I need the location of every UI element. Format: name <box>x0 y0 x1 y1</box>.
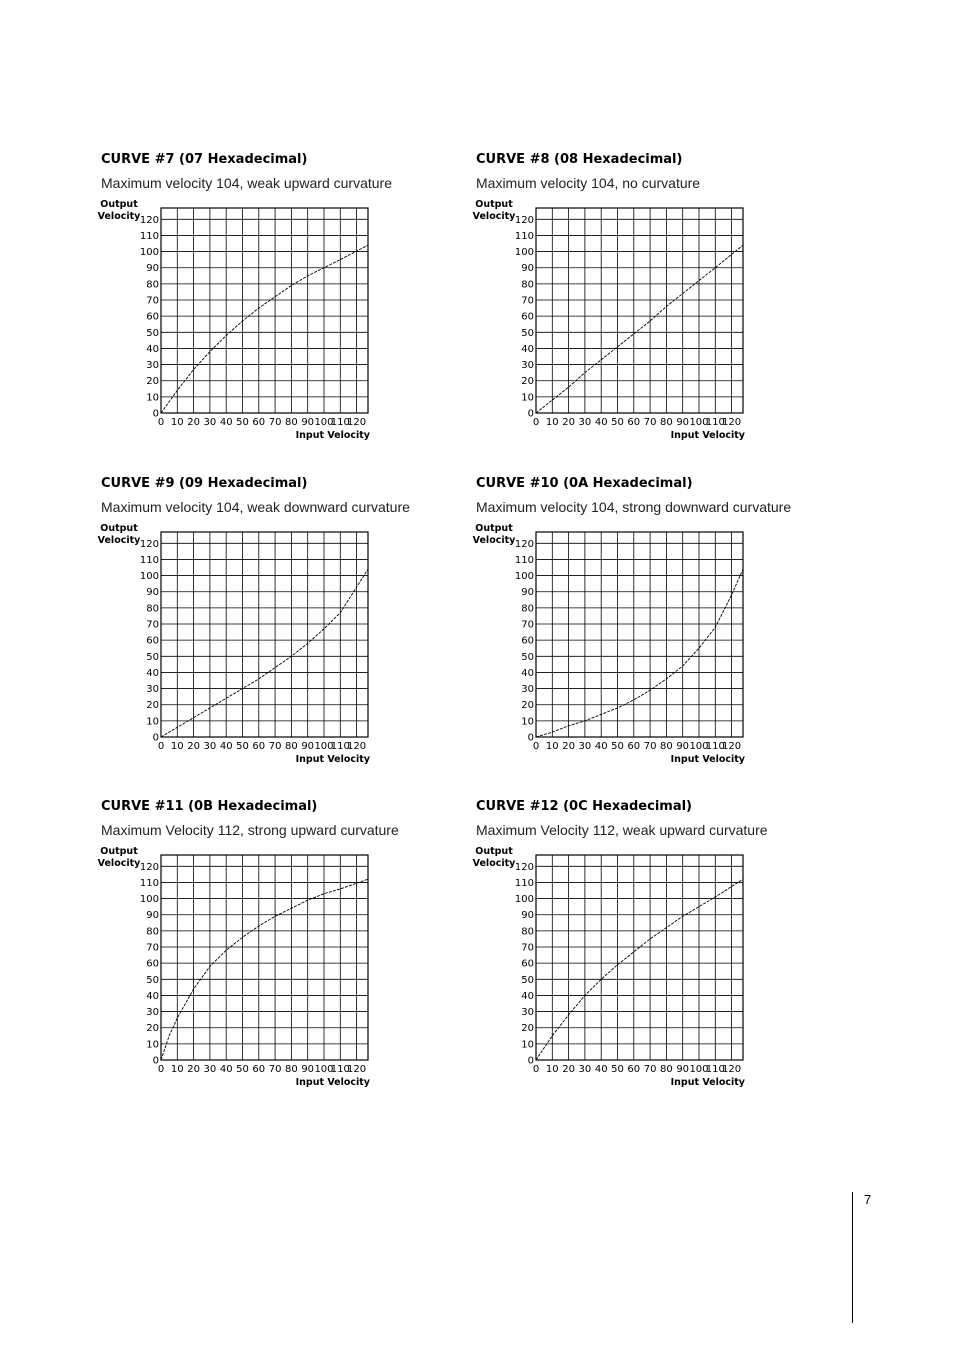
x-tick-label: 110 <box>705 741 725 752</box>
chart-curve-10 <box>472 522 756 772</box>
x-tick-label: 10 <box>545 741 559 752</box>
x-tick-label: 30 <box>578 417 592 428</box>
y-tick-label: 30 <box>521 360 534 372</box>
y-tick-label: 110 <box>514 230 534 242</box>
plot-frame <box>161 208 368 413</box>
plot-frame <box>536 532 743 737</box>
y-tick-label: 40 <box>146 343 159 355</box>
x-tick-label: 100 <box>689 417 709 428</box>
x-tick-label: 120 <box>722 741 742 752</box>
y-tick-label: 110 <box>514 554 534 566</box>
x-tick-label: 90 <box>301 1064 315 1075</box>
x-tick-label: 20 <box>187 1064 200 1075</box>
x-tick-label: 30 <box>203 741 217 752</box>
x-tick-label: 40 <box>594 741 608 752</box>
x-tick-label: 10 <box>545 1064 559 1075</box>
y-tick-label: 20 <box>521 376 534 388</box>
y-axis-label: Output <box>100 846 138 857</box>
chart-block-curve-10 <box>472 476 816 776</box>
x-tick-label: 60 <box>252 741 266 752</box>
y-tick-label: 90 <box>521 263 534 275</box>
y-axis-label: Output <box>475 523 513 534</box>
y-tick-label: 110 <box>139 877 159 889</box>
y-tick-label: 50 <box>521 974 534 986</box>
y-tick-label: 90 <box>521 587 534 599</box>
x-tick-label: 80 <box>285 417 298 428</box>
y-tick-label: 60 <box>146 958 159 970</box>
x-axis-label: Input Velocity <box>295 1077 370 1088</box>
x-tick-label: 30 <box>578 741 592 752</box>
y-tick-label: 50 <box>521 327 534 339</box>
x-axis-label: Input Velocity <box>670 430 745 441</box>
x-tick-label: 90 <box>676 417 690 428</box>
y-tick-label: 30 <box>146 360 159 372</box>
series-line <box>536 569 743 737</box>
plot-frame <box>536 208 743 413</box>
x-tick-label: 80 <box>285 1064 298 1075</box>
x-tick-label: 80 <box>660 741 673 752</box>
y-tick-label: 90 <box>521 910 534 922</box>
x-tick-label: 10 <box>170 417 184 428</box>
y-tick-label: 80 <box>521 926 534 938</box>
chart-curve-7 <box>97 198 381 448</box>
y-tick-label: 80 <box>521 603 534 615</box>
x-tick-label: 10 <box>545 417 559 428</box>
y-axis-label: Velocity <box>97 858 141 869</box>
x-tick-label: 100 <box>689 741 709 752</box>
x-tick-label: 70 <box>268 741 282 752</box>
y-tick-label: 60 <box>521 958 534 970</box>
x-tick-label: 70 <box>268 1064 282 1075</box>
page-margin-rule <box>852 1192 853 1323</box>
x-tick-label: 0 <box>532 1064 540 1075</box>
y-tick-label: 10 <box>521 392 534 404</box>
y-tick-label: 10 <box>146 716 159 728</box>
x-tick-label: 120 <box>347 417 367 428</box>
y-tick-label: 100 <box>139 247 159 259</box>
y-tick-label: 90 <box>146 263 159 275</box>
y-tick-label: 100 <box>514 247 534 259</box>
chart-subtitle: Maximum Velocity 112, weak upward curvature <box>476 822 768 838</box>
y-tick-label: 0 <box>152 732 159 744</box>
x-tick-label: 40 <box>594 417 608 428</box>
x-tick-label: 40 <box>219 1064 233 1075</box>
x-tick-label: 10 <box>170 1064 184 1075</box>
series-line <box>161 569 368 737</box>
y-tick-label: 50 <box>146 974 159 986</box>
y-tick-label: 80 <box>146 603 159 615</box>
x-tick-label: 110 <box>705 417 725 428</box>
chart-block-curve-12 <box>472 799 816 1099</box>
y-tick-label: 10 <box>146 1039 159 1051</box>
y-tick-label: 70 <box>146 619 159 631</box>
series-line <box>161 879 368 1060</box>
y-tick-label: 50 <box>146 327 159 339</box>
x-tick-label: 20 <box>562 417 575 428</box>
x-tick-label: 110 <box>705 1064 725 1075</box>
x-tick-label: 90 <box>301 417 315 428</box>
y-axis-label: Output <box>100 523 138 534</box>
y-tick-label: 0 <box>152 408 159 420</box>
x-tick-label: 60 <box>252 1064 266 1075</box>
chart-title: CURVE #10 (0A Hexadecimal) <box>476 476 693 491</box>
y-tick-label: 110 <box>514 877 534 889</box>
y-tick-label: 60 <box>521 635 534 647</box>
y-tick-label: 20 <box>521 1023 534 1035</box>
x-tick-label: 80 <box>660 417 673 428</box>
chart-curve-11 <box>97 845 381 1095</box>
x-tick-label: 80 <box>660 1064 673 1075</box>
x-tick-label: 120 <box>722 1064 742 1075</box>
y-tick-label: 120 <box>514 538 534 550</box>
y-tick-label: 100 <box>139 894 159 906</box>
y-axis-label: Output <box>100 199 138 210</box>
x-tick-label: 0 <box>532 741 540 752</box>
chart-curve-9 <box>97 522 381 772</box>
y-tick-label: 110 <box>139 554 159 566</box>
x-tick-label: 70 <box>268 417 282 428</box>
x-tick-label: 30 <box>578 1064 592 1075</box>
y-tick-label: 20 <box>146 376 159 388</box>
x-tick-label: 50 <box>611 417 624 428</box>
x-tick-label: 110 <box>330 741 350 752</box>
y-tick-label: 70 <box>521 619 534 631</box>
y-tick-label: 20 <box>146 1023 159 1035</box>
x-tick-label: 80 <box>285 741 298 752</box>
x-axis-label: Input Velocity <box>670 754 745 765</box>
x-tick-label: 100 <box>689 1064 709 1075</box>
x-tick-label: 90 <box>676 1064 690 1075</box>
x-tick-label: 10 <box>170 741 184 752</box>
y-tick-label: 80 <box>521 279 534 291</box>
x-tick-label: 30 <box>203 1064 217 1075</box>
x-tick-label: 70 <box>643 1064 657 1075</box>
x-tick-label: 20 <box>562 1064 575 1075</box>
y-axis-label: Velocity <box>472 858 516 869</box>
x-tick-label: 50 <box>611 1064 624 1075</box>
series-line <box>536 245 743 413</box>
chart-block-curve-7 <box>97 152 441 452</box>
y-tick-label: 60 <box>146 635 159 647</box>
x-tick-label: 60 <box>627 741 641 752</box>
chart-title: CURVE #11 (0B Hexadecimal) <box>101 799 318 814</box>
chart-title: CURVE #9 (09 Hexadecimal) <box>101 476 308 491</box>
x-tick-label: 120 <box>347 741 367 752</box>
x-tick-label: 30 <box>203 417 217 428</box>
x-tick-label: 40 <box>219 417 233 428</box>
x-axis-label: Input Velocity <box>295 754 370 765</box>
y-tick-label: 120 <box>139 538 159 550</box>
x-tick-label: 70 <box>643 417 657 428</box>
x-tick-label: 60 <box>627 417 641 428</box>
chart-subtitle: Maximum velocity 104, weak upward curvature <box>101 175 393 191</box>
y-tick-label: 60 <box>521 311 534 323</box>
plot-frame <box>161 532 368 737</box>
x-tick-label: 50 <box>236 741 249 752</box>
plot-frame <box>536 855 743 1060</box>
chart-subtitle: Maximum velocity 104, no curvature <box>476 175 701 191</box>
x-tick-label: 40 <box>219 741 233 752</box>
chart-curve-8 <box>472 198 756 448</box>
x-tick-label: 40 <box>594 1064 608 1075</box>
y-tick-label: 70 <box>146 295 159 307</box>
chart-title: CURVE #7 (07 Hexadecimal) <box>101 152 308 167</box>
y-tick-label: 40 <box>521 990 534 1002</box>
y-tick-label: 120 <box>514 861 534 873</box>
x-tick-label: 90 <box>301 741 315 752</box>
y-tick-label: 30 <box>146 1007 159 1019</box>
y-tick-label: 70 <box>521 295 534 307</box>
y-tick-label: 120 <box>139 214 159 226</box>
y-tick-label: 40 <box>146 990 159 1002</box>
chart-curve-12 <box>472 845 756 1095</box>
y-tick-label: 90 <box>146 587 159 599</box>
x-tick-label: 60 <box>252 417 266 428</box>
x-tick-label: 100 <box>314 417 334 428</box>
y-tick-label: 20 <box>521 700 534 712</box>
chart-subtitle: Maximum velocity 104, weak downward curvature <box>101 499 410 515</box>
x-tick-label: 0 <box>157 1064 165 1075</box>
x-tick-label: 20 <box>562 741 575 752</box>
x-tick-label: 60 <box>627 1064 641 1075</box>
y-tick-label: 40 <box>521 667 534 679</box>
y-tick-label: 100 <box>514 571 534 583</box>
y-tick-label: 0 <box>527 408 534 420</box>
x-tick-label: 100 <box>314 1064 334 1075</box>
series-line <box>161 245 368 413</box>
y-tick-label: 70 <box>521 942 534 954</box>
x-tick-label: 120 <box>347 1064 367 1075</box>
y-tick-label: 90 <box>146 910 159 922</box>
y-tick-label: 20 <box>146 700 159 712</box>
x-tick-label: 0 <box>532 417 540 428</box>
chart-block-curve-8 <box>472 152 816 452</box>
y-tick-label: 10 <box>521 1039 534 1051</box>
y-tick-label: 10 <box>521 716 534 728</box>
y-tick-label: 30 <box>521 684 534 696</box>
chart-block-curve-9 <box>97 476 441 776</box>
y-tick-label: 110 <box>139 230 159 242</box>
x-tick-label: 90 <box>676 741 690 752</box>
x-tick-label: 100 <box>314 741 334 752</box>
y-axis-label: Velocity <box>472 535 516 546</box>
x-tick-label: 50 <box>611 741 624 752</box>
y-tick-label: 120 <box>514 214 534 226</box>
y-tick-label: 70 <box>146 942 159 954</box>
y-tick-label: 60 <box>146 311 159 323</box>
y-axis-label: Velocity <box>97 211 141 222</box>
y-tick-label: 50 <box>521 651 534 663</box>
x-axis-label: Input Velocity <box>670 1077 745 1088</box>
y-tick-label: 120 <box>139 861 159 873</box>
chart-subtitle: Maximum Velocity 112, strong upward curvature <box>101 822 399 838</box>
chart-title: CURVE #8 (08 Hexadecimal) <box>476 152 683 167</box>
series-line <box>536 879 743 1060</box>
x-tick-label: 0 <box>157 417 165 428</box>
x-tick-label: 120 <box>722 417 742 428</box>
y-tick-label: 30 <box>146 684 159 696</box>
chart-block-curve-11 <box>97 799 441 1099</box>
y-tick-label: 30 <box>521 1007 534 1019</box>
y-axis-label: Velocity <box>97 535 141 546</box>
y-tick-label: 100 <box>139 571 159 583</box>
y-tick-label: 80 <box>146 279 159 291</box>
x-tick-label: 110 <box>330 1064 350 1075</box>
y-tick-label: 80 <box>146 926 159 938</box>
page-number: 7 <box>864 1192 872 1207</box>
y-axis-label: Output <box>475 199 513 210</box>
plot-frame <box>161 855 368 1060</box>
y-tick-label: 0 <box>527 1055 534 1067</box>
x-tick-label: 20 <box>187 417 200 428</box>
y-axis-label: Velocity <box>472 211 516 222</box>
y-tick-label: 100 <box>514 894 534 906</box>
x-tick-label: 20 <box>187 741 200 752</box>
x-tick-label: 110 <box>330 417 350 428</box>
chart-subtitle: Maximum velocity 104, strong downward curvature <box>476 499 792 515</box>
x-tick-label: 0 <box>157 741 165 752</box>
x-tick-label: 50 <box>236 417 249 428</box>
chart-title: CURVE #12 (0C Hexadecimal) <box>476 799 692 814</box>
y-tick-label: 10 <box>146 392 159 404</box>
y-tick-label: 0 <box>152 1055 159 1067</box>
x-axis-label: Input Velocity <box>295 430 370 441</box>
x-tick-label: 50 <box>236 1064 249 1075</box>
y-tick-label: 50 <box>146 651 159 663</box>
x-tick-label: 70 <box>643 741 657 752</box>
y-axis-label: Output <box>475 846 513 857</box>
y-tick-label: 40 <box>521 343 534 355</box>
y-tick-label: 0 <box>527 732 534 744</box>
y-tick-label: 40 <box>146 667 159 679</box>
